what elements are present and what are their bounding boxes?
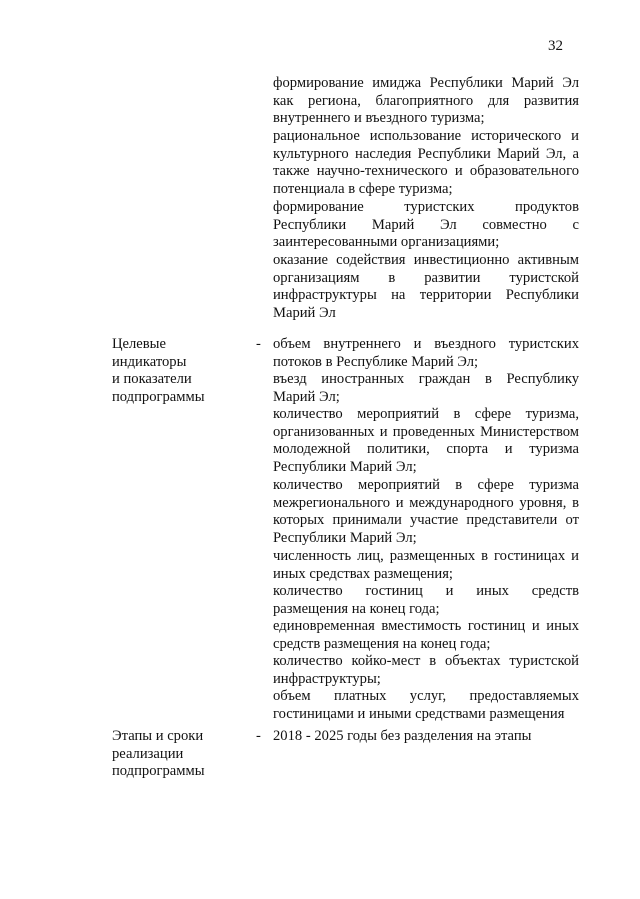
stages-label-line: реализации	[112, 745, 184, 762]
indicator-item: въезд иностранных граждан в Республику Марий Эл;	[273, 371, 579, 405]
stages-text: 2018 - 2025 годы без разделения на этапы	[273, 728, 532, 744]
indicator-item: количество гостиниц и иных средств размещения на конец года;	[273, 583, 579, 617]
stages-label-line: Этапы и сроки	[112, 728, 204, 744]
indicator-item: количество мероприятий в сфере туризма межрегионального и международного уровня, в которых принимали участие представители от Республики Марий Эл;	[273, 477, 579, 547]
goal-item: формирование туристских продуктов Республики Марий Эл совместно с заинтересованными организациями;	[273, 199, 579, 251]
indicators-label-line: и показатели	[112, 371, 192, 388]
indicator-item: объем платных услуг, предоставляемых гостиницами и иными средствами размещения	[273, 688, 579, 722]
indicators-dash: -	[256, 336, 261, 352]
stages-label	[112, 728, 237, 781]
goal-item: рациональное использование исторического и культурного наследия Республики Марий Эл, а также научно-технического и образовательного потенциала в сфере туризма;	[273, 128, 579, 198]
indicator-item: количество койко-мест в объектах туристской инфраструктуры;	[273, 653, 579, 687]
indicator-item: единовременная вместимость гостиниц и иных средств размещения на конец года;	[273, 618, 579, 652]
goal-item: формирование имиджа Республики Марий Эл как региона, благоприятного для развития внутреннего и въездного туризма;	[273, 75, 579, 127]
indicator-item: количество мероприятий в сфере туризма, организованных и проведенных Министерством молодежной политики, спорта и туризма Республики Марий Эл;	[273, 406, 579, 476]
page-number: 32	[548, 38, 563, 54]
indicator-item: объем внутреннего и въездного туристских потоков в Республике Марий Эл;	[273, 336, 579, 370]
stages-dash: -	[256, 728, 261, 744]
goal-item: оказание содействия инвестиционно активным организациям в развитии туристской инфраструктуры на территории Республики Марий Эл	[273, 252, 579, 322]
stages-label-line: подпрограммы	[112, 763, 205, 780]
indicators-label-line: подпрограммы	[112, 389, 205, 406]
indicator-item: численность лиц, размещенных в гостиницах и иных средствах размещения;	[273, 548, 579, 582]
indicators-label-line: Целевые	[112, 336, 166, 352]
indicators-label-line: индикаторы	[112, 353, 187, 370]
indicators-label	[112, 336, 237, 407]
